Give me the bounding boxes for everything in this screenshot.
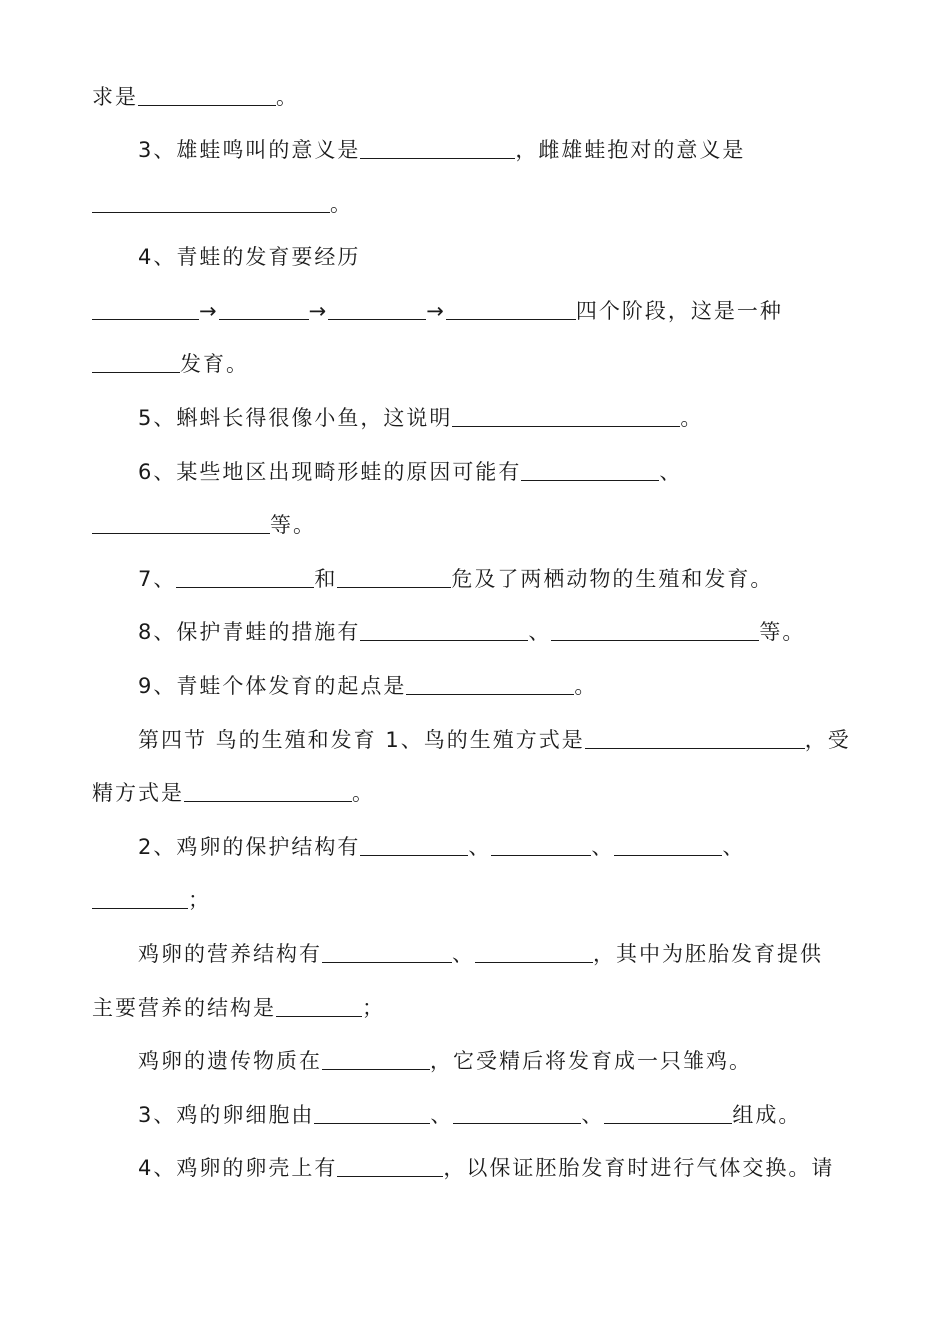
answer-blank [491, 833, 591, 856]
line-text: ； [188, 888, 211, 912]
line-text: 第四节 鸟的生殖和发育 1、鸟的生殖方式是 [138, 728, 585, 752]
answer-blank [360, 833, 468, 856]
line-text: 3、鸡的卵细胞由 [138, 1103, 315, 1127]
line-text: ； [362, 996, 385, 1020]
answer-blank [92, 190, 330, 213]
line-text: 、 [468, 835, 492, 859]
line-text: 5、蝌蚪长得很像小鱼，这说明 [138, 406, 453, 430]
line-text: 主要营养的结构是 [92, 996, 276, 1020]
answer-blank [92, 886, 188, 909]
line-text: ，受 [804, 728, 851, 752]
line-text: 7、 [138, 567, 177, 591]
answer-blank [184, 779, 352, 802]
text-line [138, 242, 360, 272]
line-text: 8、保护青蛙的措施有 [138, 620, 361, 644]
line-text: 9、青蛙个体发育的起点是 [138, 674, 407, 698]
line-text: 等。 [759, 620, 806, 644]
answer-blank [585, 726, 805, 749]
line-text: → [308, 299, 329, 323]
answer-blank [337, 565, 451, 588]
answer-blank [360, 618, 528, 641]
line-text: ，它受精后将发育成一只雏鸡。 [430, 1049, 752, 1073]
line-text: 。 [574, 674, 598, 698]
text-line [138, 725, 851, 755]
line-text: 。 [680, 406, 704, 430]
line-text: 6、某些地区出现畸形蛙的原因可能有 [138, 460, 522, 484]
text-line [138, 1100, 801, 1130]
line-text: 等。 [270, 513, 316, 537]
line-text: 3、雄蛙鸣叫的意义是 [138, 138, 361, 162]
text-line [92, 349, 249, 379]
answer-blank [328, 297, 426, 320]
line-text: 、 [452, 942, 475, 966]
text-line [92, 993, 385, 1023]
text-line [92, 296, 783, 326]
text-line [138, 832, 745, 862]
answer-blank [322, 940, 452, 963]
line-text: 、 [659, 460, 683, 484]
text-line [92, 778, 375, 808]
answer-blank [92, 511, 270, 534]
line-text: 。 [276, 85, 299, 109]
text-line [138, 671, 597, 701]
line-text: 4、鸡卵的卵壳上有 [138, 1156, 338, 1180]
answer-blank [337, 1154, 443, 1177]
answer-blank [92, 297, 199, 320]
line-text: 求是 [92, 85, 138, 109]
line-text: 发育。 [180, 352, 249, 376]
line-text: 4、青蛙的发育要经历 [138, 245, 361, 269]
line-text: ，以保证胚胎发育时进行气体交换。请 [443, 1156, 835, 1180]
line-text: 、 [528, 620, 552, 644]
text-line [92, 510, 316, 540]
answer-blank [176, 565, 314, 588]
text-line [138, 403, 703, 433]
text-line [92, 885, 211, 915]
answer-blank [219, 297, 309, 320]
line-text: 、 [591, 835, 615, 859]
answer-blank [551, 618, 759, 641]
answer-blank [360, 136, 515, 159]
line-text: 2、鸡卵的保护结构有 [138, 835, 361, 859]
answer-blank [138, 83, 276, 106]
line-text: 鸡卵的遗传物质在 [138, 1049, 322, 1073]
text-line [138, 1046, 752, 1076]
text-line [138, 135, 745, 165]
answer-blank [604, 1101, 732, 1124]
answer-blank [406, 672, 574, 695]
line-text: ，其中为胚胎发育提供 [593, 942, 823, 966]
text-line [138, 1153, 834, 1183]
line-text: 四个阶段，这是一种 [575, 299, 783, 323]
answer-blank [446, 297, 576, 320]
line-text: 精方式是 [92, 781, 184, 805]
answer-blank [453, 1101, 581, 1124]
line-text: 。 [330, 192, 353, 216]
answer-blank [314, 1101, 430, 1124]
text-line [138, 617, 805, 647]
line-text: → [426, 299, 446, 323]
answer-blank [92, 350, 180, 373]
answer-blank [614, 833, 722, 856]
line-text: 和 [314, 567, 338, 591]
line-text: → [199, 299, 219, 323]
line-text: ，雌雄蛙抱对的意义是 [515, 138, 746, 162]
line-text: 、 [581, 1103, 605, 1127]
answer-blank [322, 1047, 430, 1070]
text-line [92, 82, 299, 112]
line-text: 鸡卵的营养结构有 [138, 942, 322, 966]
answer-blank [276, 994, 362, 1017]
answer-blank [452, 404, 680, 427]
answer-blank [521, 458, 659, 481]
text-line [92, 189, 353, 219]
text-line [138, 564, 773, 594]
line-text: 。 [352, 781, 375, 805]
line-text: 、 [722, 835, 746, 859]
answer-blank [475, 940, 593, 963]
line-text: 组成。 [732, 1103, 802, 1127]
line-text: 危及了两栖动物的生殖和发育。 [451, 567, 774, 591]
text-line [138, 457, 682, 487]
line-text: 、 [430, 1103, 454, 1127]
text-line [138, 939, 823, 969]
